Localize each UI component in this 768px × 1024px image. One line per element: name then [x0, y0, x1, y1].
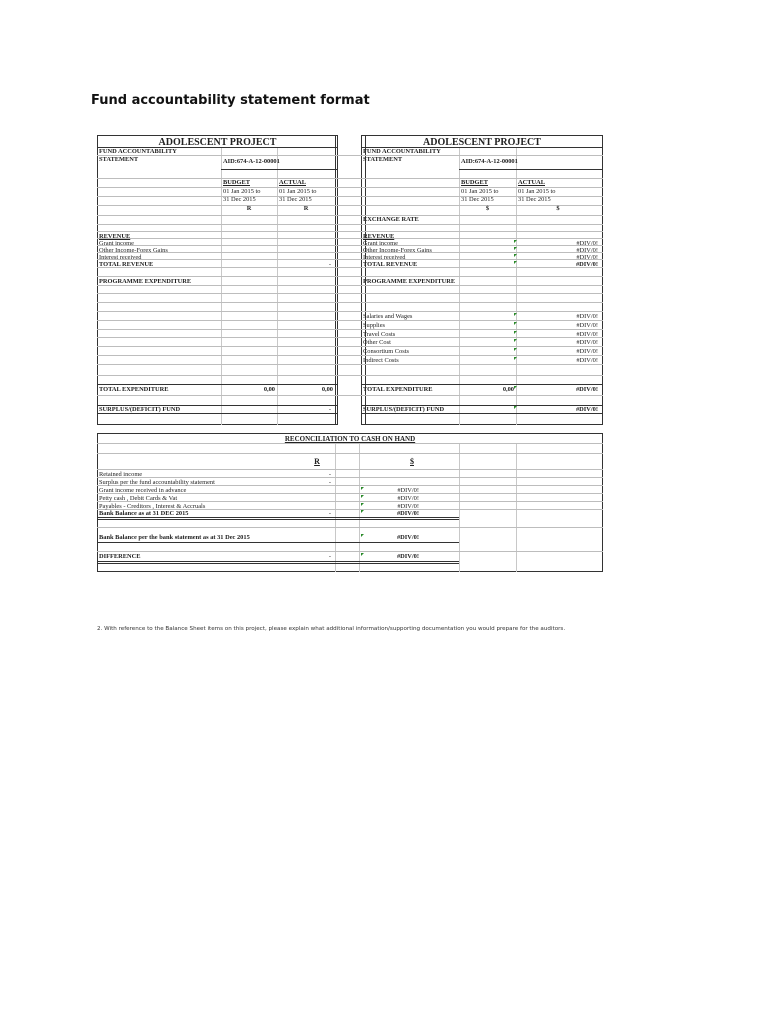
left-aid-number: AID:674-A-12-00001	[223, 158, 280, 165]
right-indirect-costs: Indirect Costs	[363, 357, 399, 364]
right-statement-label-1: FUND ACCOUNTABILITY	[363, 148, 441, 155]
surplus-per-statement: Surplus per the fund accountability statement	[99, 479, 215, 486]
right-surplus-value: #DIV/0!	[575, 406, 598, 413]
right-salaries-value: #DIV/0!	[576, 313, 598, 320]
right-total-revenue-value: #DIV/0!	[575, 261, 598, 268]
left-total-expenditure: TOTAL EXPENDITURE	[99, 386, 169, 393]
left-grant-income: Grant income	[99, 240, 134, 247]
left-total-exp-actual: 0,00	[321, 386, 333, 393]
surplus-per-statement-r: -	[328, 479, 331, 486]
retained-income-r: -	[328, 471, 331, 478]
left-programme-expenditure: PROGRAMME EXPENDITURE	[99, 278, 192, 285]
reconciliation-title: RECONCILIATION TO CASH ON HAND	[284, 435, 416, 443]
left-project-title: ADOLESCENT PROJECT	[158, 137, 277, 148]
right-budget-header: BUDGET	[461, 179, 488, 186]
petty-cash-usd: #DIV/0!	[397, 495, 419, 502]
right-travel-costs: Travel Costs	[363, 331, 396, 338]
right-total-exp-budget: 0,00	[502, 386, 514, 393]
payables-usd: #DIV/0!	[397, 503, 419, 510]
right-actual-header: ACTUAL	[518, 179, 545, 186]
right-programme-expenditure: PROGRAMME EXPENDITURE	[363, 278, 456, 285]
right-salaries-wages: Salaries and Wages	[363, 313, 413, 320]
right-project-title: ADOLESCENT PROJECT	[423, 137, 541, 148]
left-interest-received: Interest received	[99, 254, 142, 261]
payables: Payables - Creditors , Interest & Accruals	[99, 503, 206, 510]
left-actual-currency: R	[303, 205, 309, 212]
right-statement-label-2: STATEMENT	[363, 156, 403, 163]
left-statement-label-1: FUND ACCOUNTABILITY	[99, 148, 177, 155]
right-other-cost: Other Cost	[363, 339, 391, 346]
reconciliation-col-usd: $	[410, 457, 414, 466]
right-other-income-value: #DIV/0!	[576, 247, 598, 254]
left-surplus-value: -	[328, 406, 331, 413]
right-indirect-value: #DIV/0!	[576, 357, 598, 364]
right-interest-value: #DIV/0!	[576, 254, 598, 261]
right-supplies-value: #DIV/0!	[576, 322, 598, 329]
right-grant-income-value: #DIV/0!	[576, 240, 598, 247]
right-supplies: Supplies	[363, 322, 386, 329]
left-budget-period-2: 31 Dec 2015	[223, 196, 256, 203]
left-statement-label-2: STATEMENT	[99, 156, 139, 163]
right-total-expenditure: TOTAL EXPENDITURE	[363, 386, 433, 393]
bank-balance-r: -	[328, 510, 331, 517]
left-total-exp-budget: 0,00	[263, 386, 275, 393]
left-surplus-deficit: SURPLUS/(DEFICIT) FUND	[99, 406, 181, 413]
left-total-revenue: TOTAL REVENUE	[99, 261, 154, 268]
reconciliation-col-r: R	[314, 457, 320, 466]
bank-statement-balance: Bank Balance per the bank statement as at 31 Dec 2015	[99, 534, 250, 541]
left-budget-period-1: 01 Jan 2015 to	[223, 188, 261, 195]
left-revenue-heading: REVENUE	[99, 233, 131, 240]
right-grant-income: Grant income	[363, 240, 398, 247]
difference-usd: #DIV/0!	[396, 553, 419, 560]
left-actual-period-1: 01 Jan 2015 to	[279, 188, 317, 195]
right-travel-value: #DIV/0!	[576, 331, 598, 338]
right-other-income: Other Income-Forex Gains	[363, 247, 432, 254]
right-budget-period-1: 01 Jan 2015 to	[461, 188, 499, 195]
right-interest-received: Interest received	[363, 254, 406, 261]
reconciliation-sheet	[97, 433, 603, 572]
right-actual-period-1: 01 Jan 2015 to	[518, 188, 556, 195]
right-consortium-costs: Consortium Costs	[363, 348, 409, 355]
right-exchange-rate: EXCHANGE RATE	[363, 216, 419, 223]
grant-income-advance-usd: #DIV/0!	[397, 487, 419, 494]
right-consortium-value: #DIV/0!	[576, 348, 598, 355]
bank-statement-usd: #DIV/0!	[396, 534, 419, 541]
left-budget-currency: R	[246, 205, 252, 212]
left-other-income: Other Income-Forex Gains	[99, 247, 168, 254]
left-total-revenue-value: -	[328, 261, 331, 268]
left-actual-header: ACTUAL	[279, 179, 306, 186]
right-revenue-heading: REVENUE	[363, 233, 395, 240]
footnote-question: 2. With reference to the Balance Sheet items on this project, please explain what additional information/supporting documentation you would prepare for the auditors.	[97, 626, 566, 632]
bank-balance-31-dec: Bank Balance as at 31 DEC 2015	[99, 510, 189, 517]
left-actual-period-2: 31 Dec 2015	[279, 196, 312, 203]
left-budget-header: BUDGET	[223, 179, 250, 186]
right-other-cost-value: #DIV/0!	[576, 339, 598, 346]
retained-income: Retained income	[99, 471, 143, 478]
right-budget-period-2: 31 Dec 2015	[461, 196, 494, 203]
difference-r: -	[328, 553, 331, 560]
fund-statement-sheet	[97, 135, 603, 425]
right-total-exp-actual: #DIV/0!	[575, 386, 598, 393]
right-aid-number: AID:674-A-12-00001	[461, 158, 518, 165]
right-total-revenue: TOTAL REVENUE	[363, 261, 418, 268]
petty-cash: Petty cash , Debit Cards & Vat	[99, 495, 178, 502]
right-budget-currency: $	[485, 205, 490, 212]
document-title: Fund accountability statement format	[91, 93, 370, 108]
difference-label: DIFFERENCE	[99, 553, 141, 560]
bank-balance-usd: #DIV/0!	[396, 510, 419, 517]
grant-income-advance: Grant income received in advance	[99, 487, 187, 494]
right-surplus-deficit: SURPLUS/(DEFICIT) FUND	[363, 406, 445, 413]
right-actual-period-2: 31 Dec 2015	[518, 196, 551, 203]
right-actual-currency: $	[556, 205, 560, 212]
